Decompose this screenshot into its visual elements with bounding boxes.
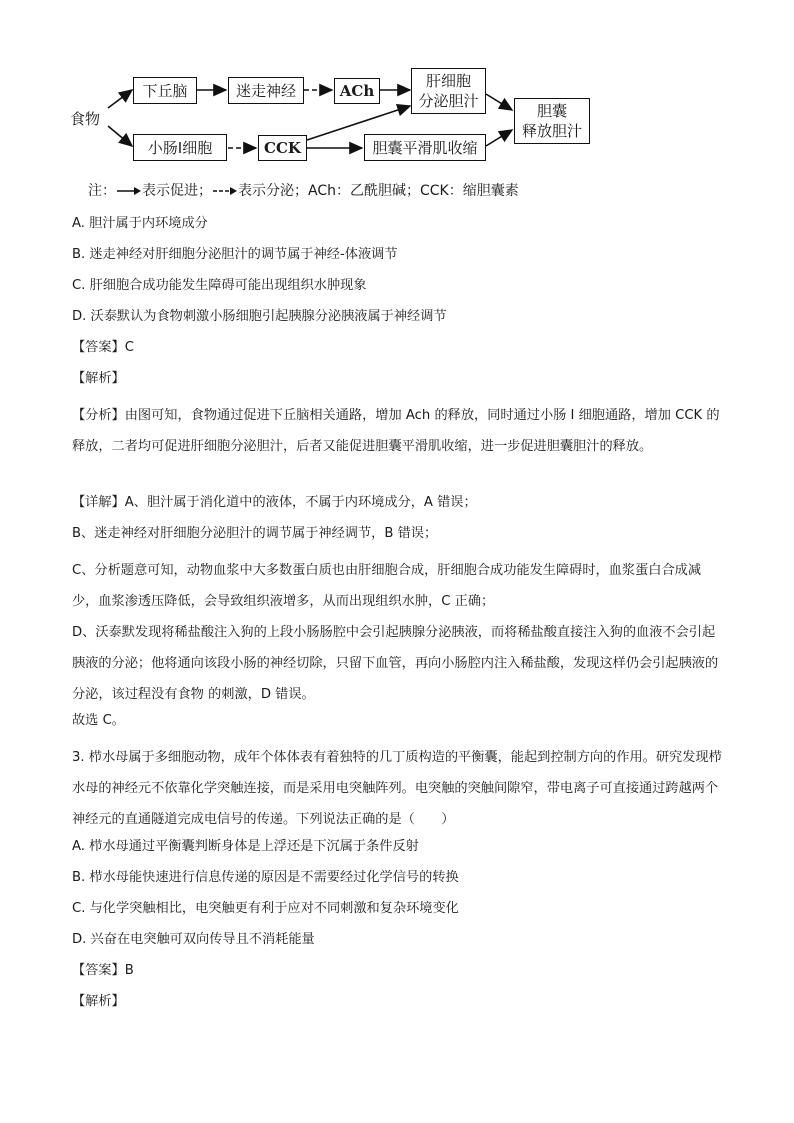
q2-fenxi: 【分析】由图可知，食物通过促进下丘脑相关通路，增加 Ach 的释放，同时通过小肠 I 细胞通路，增加 CCK 的释放，二者均可促进肝细胞分泌胆汁，后者又能促进胆囊平滑肌收缩，进一步促进胆囊胆汁的释放。 xyxy=(72,408,720,454)
arrow-smooth-gall xyxy=(486,130,512,146)
q3-option-b: B. 栉水母能快速进行信息传递的原因是不需要经过化学信号的转换 xyxy=(72,870,459,885)
q2-answer: 【答案】C xyxy=(72,340,134,355)
q2-option-b: B. 迷走神经对肝细胞分泌胆汁的调节属于神经-体液调节 xyxy=(72,247,398,262)
q2-detail-d: D、沃泰默发现将稀盐酸注入狗的上段小肠肠腔中会引起胰腺分泌胰液，而将稀盐酸直接注入狗的血液不会引起胰液的分泌；他将通向该段小肠的神经切除，只留下血管，再向小肠腔内注入稀盐酸，发现这样仍会引起胰液的分泌，该过程没有食物 的刺激，D 错误。 xyxy=(72,625,719,702)
arrow-food-intestine xyxy=(108,126,132,146)
gall-line1: 胆囊 xyxy=(536,102,567,120)
q2-option-d: D. 沃泰默认为食物刺激小肠细胞引起胰腺分泌胰液属于神经调节 xyxy=(72,309,447,324)
flow-diagram xyxy=(60,62,600,190)
q3-stem: 3. 栉水母属于多细胞动物，成年个体体表有着独特的几丁质构造的平衡囊，能起到控制方向的作用。研究发现栉水母的神经元不依靠化学突触连接，而是采用电突触阵列。电突触的突触间隙窄，带电离子可直接通过跨越两个神经元的直通隧道完成电信号的传递。下列说法正确的是（ ） xyxy=(72,750,722,827)
intestine-box: 小肠Ⅰ细胞 xyxy=(133,134,227,161)
dashed-arrow-icon xyxy=(212,186,238,196)
solid-arrow-icon xyxy=(116,186,142,196)
q2-detail-a: 【详解】A、胆汁属于消化道中的液体，不属于内环境成分，A 错误； xyxy=(72,495,477,510)
ach-box: ACh xyxy=(334,78,380,104)
hypothalamus-box: 下丘脑 xyxy=(133,77,197,104)
food-label: 食物 xyxy=(70,110,101,128)
liver-box xyxy=(411,68,486,114)
vagus-box: 迷走神经 xyxy=(228,77,304,104)
q2-option-c: C. 肝细胞合成功能发生障碍可能出现组织水肿现象 xyxy=(72,278,367,293)
cck-box: CCK xyxy=(258,135,307,161)
q3-option-c: C. 与化学突触相比，电突触更有利于应对不同刺激和复杂环境变化 xyxy=(72,901,459,916)
note-rest: ACh：乙酰胆碱；CCK：缩胆囊素 xyxy=(308,183,519,199)
gallbladder-box xyxy=(514,98,590,144)
q2-option-a: A. 胆汁属于内环境成分 xyxy=(72,216,208,231)
arrow-food-hypothalamus xyxy=(108,90,132,108)
diagram-note xyxy=(88,180,519,200)
arrow-liver-gall xyxy=(486,94,512,110)
q3-analysis-label: 【解析】 xyxy=(72,994,125,1009)
q3-option-d: D. 兴奋在电突触可双向传导且不消耗能量 xyxy=(72,932,315,947)
note-prefix: 注： xyxy=(88,183,116,199)
note-promote: 表示促进； xyxy=(142,183,212,199)
q2-detail-c: C、分析题意可知，动物血浆中大多数蛋白质也由肝细胞合成，肝细胞合成功能发生障碍时，血浆蛋白合成减少，血浆渗透压降低，会导致组织液增多，从而出现组织水肿，C 正确； xyxy=(72,563,702,609)
smooth-muscle-box: 胆囊平滑肌收缩 xyxy=(364,134,486,161)
q3-option-a: A. 栉水母通过平衡囊判断身体是上浮还是下沉属于条件反射 xyxy=(72,839,419,854)
liver-line2: 分泌胆汁 xyxy=(418,92,479,110)
q2-detail-b: B、迷走神经对肝细胞分泌胆汁的调节属于神经调节，B 错误； xyxy=(72,526,438,541)
q2-choose: 故选 C。 xyxy=(72,713,125,728)
liver-line1: 肝细胞 xyxy=(425,72,471,90)
q3-answer: 【答案】B xyxy=(72,963,134,978)
note-secrete: 表示分泌； xyxy=(238,183,308,199)
q2-analysis-label: 【解析】 xyxy=(72,371,125,386)
gall-line2: 释放胆汁 xyxy=(521,122,582,140)
